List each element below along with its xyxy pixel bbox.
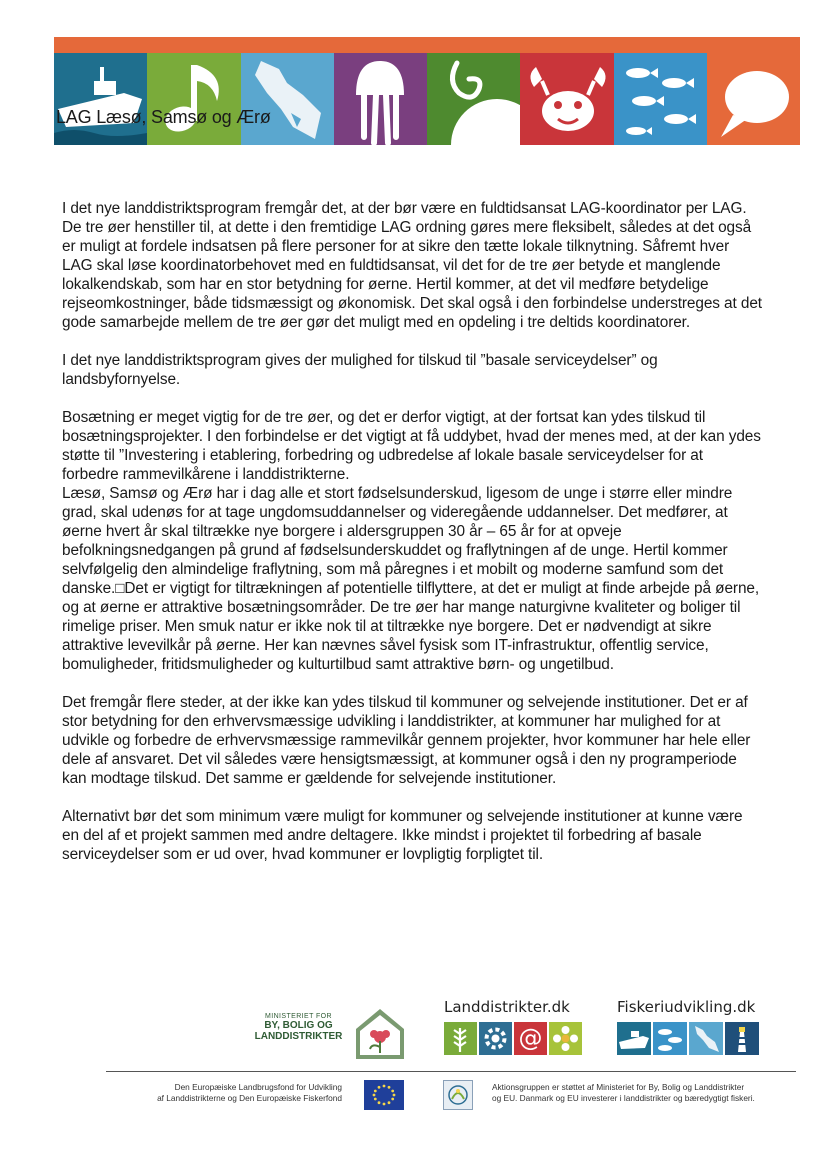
banner-stripe <box>54 37 800 53</box>
funding-right-text <box>492 1082 755 1104</box>
house-flower-icon <box>354 1007 406 1059</box>
landdistrikter-icons <box>444 1022 582 1055</box>
footer-divider <box>106 1071 796 1072</box>
funding-section <box>0 1080 826 1120</box>
leader-logo-icon <box>443 1080 473 1110</box>
ministry-line-3: LANDDISTRIKTER <box>254 1031 343 1042</box>
flower-icon <box>549 1022 582 1055</box>
paragraph-1: I det nye landdistriktsprogram fremgår det, at der bør være en fuldtidsansat LAG-koordinator per LAG. De tre øer henstiller til, at dette i den fremtidige LAG ordning gøres mere fleksibelt, således at det også er muligt at fordele indsatsen på flere personer for at sikre den tætte lokale tilknytning. Såfremt hver LAG skal løse koordinatorbehovet med en fuldtidsansat, vil det for de tre øer betyde et manglende lokalkendskab, som har en stor betydning for øerne. Hertil kommer, at det vil medføre betydelige rejseomkostninger, både tidsmæssigt og økonomisk. Det skal også i den forbindelse understreges at det gode samarbejde mellem de tre øer gør det muligt med en opdeling i tre deltids koordinatorer. <box>62 200 762 331</box>
wheat-icon <box>444 1022 477 1055</box>
jellyfish-icon <box>334 53 427 145</box>
island-map-icon <box>241 53 334 145</box>
at-sign-icon <box>514 1022 547 1055</box>
ministry-logo-text <box>246 1013 351 1042</box>
speech-bubble-icon <box>707 53 800 145</box>
music-note-icon <box>147 53 240 145</box>
fish-icon <box>614 53 707 145</box>
banner-tiles <box>54 53 800 145</box>
sun-spiral-icon <box>427 53 520 145</box>
funding-left-text <box>157 1082 342 1104</box>
paragraph-5: Alternativt bør det som minimum være muligt for kommuner og selvejende institutioner at kunne være en del af et projekt sammen med andre deltagere. Ikke mindst i projektet til forbedring af basale serviceydelser som er ud over, hvad kommuner er lovpligtig forpligtet til. <box>62 808 743 863</box>
banner-title: LAG Læsø, Samsø og Ærø <box>56 107 271 127</box>
island-map-icon <box>689 1022 723 1055</box>
header-banner <box>54 37 800 145</box>
cog-icon <box>479 1022 512 1055</box>
ministry-line-1: MINISTERIET FOR <box>265 1013 332 1020</box>
funding-right-line-1: Aktionsgruppen er støttet af Ministeriet for By, Bolig og Landdistrikter <box>492 1082 745 1092</box>
document-body <box>62 199 762 883</box>
paragraph-3: Bosætning er meget vigtig for de tre øer, og det er derfor vigtigt, at der fortsat kan ydes tilskud til bosætningsprojekter. I den forbindelse er det vigtigt at få uddybet, hvad der menes med, at der kan ydes støtte til ”Investering i etablering, forbedring og udbredelse af lokale basale serviceydelser for at forbedre rammevilkårene i landdistrikterne. Læsø, Samsø og Ærø har i dag alle et stort fødselsunderskud, ligesom de unge i større eller mindre grad, skal udenøs for at tage ungdomsuddannelser og videregående uddannelser. Det medfører, at øerne hvert år skal tiltrække nye borgere i aldersgruppen 30 år – 65 år for at opveje befolkningsnedgangen på grund af fødselsunderskuddet og fraflytningen af de unge. Hertil kommer selvfølgelig den almindelige fraflytning, som må påregnes i et mobilt og moderne samfund som det danske.□Det er vigtigt for tiltrækningen af potentielle tilflyttere, at det er muligt at finde arbejde på øerne, og at øerne er attraktive bosætningsområder. De tre øer har mange naturgivne kvaliteter og boliger til rimelige priser. Men smuk natur er ikke nok til at tiltrække nye borgere. Det er nødvendigt at sikre attraktive levevilkår på øerne. Her kan nævnes såvel fysisk som IT-infrastruktur, offentlig service, bomuligheder, fritidsmuligheder og kulturtilbud samt attraktive børn- og ungetilbud. <box>62 409 761 673</box>
funding-left-line-1: Den Europæiske Landbrugsfond for Udvikling <box>174 1082 342 1092</box>
paragraph-2: I det nye landdistriktsprogram gives der mulighed for tilskud til ”basale serviceydelser” og landsbyfornyelse. <box>62 352 658 388</box>
paragraph-4: Det fremgår flere steder, at der ikke kan ydes tilskud til kommuner og selvejende institutioner. Det er af stor betydning for den erhvervsmæssige udvikling i landdistrikter, at kommuner har mulighed for at udvikle og forbedre de erhvervsmæssige rammevilkår gennem projekter, hvor kommuner har hele eller dele af ansvaret. Det vil således være hensigtsmæssigt, at kommuner også i den ny programperiode kan modtage tilskud. Det samme er gældende for selvejende institutioner. <box>62 694 751 787</box>
crab-icon <box>520 53 613 145</box>
fiskeriudvikling-icons <box>617 1022 759 1055</box>
funding-left-line-2: af Landdistrikterne og Den Europæiske Fiskerfond <box>157 1093 342 1103</box>
ministry-line-2: BY, BOLIG OG <box>264 1020 333 1031</box>
lighthouse-icon <box>725 1022 759 1055</box>
boat-icon <box>617 1022 651 1055</box>
funding-right-line-2: og EU. Danmark og EU investerer i landdistrikter og bæredygtigt fiskeri. <box>492 1093 755 1103</box>
boat-icon <box>54 53 147 145</box>
ministry-logo <box>246 1007 408 1059</box>
landdistrikter-title: Landdistrikter.dk <box>444 998 570 1016</box>
svg-text:@: @ <box>518 1024 543 1052</box>
fiskeriudvikling-title: Fiskeriudvikling.dk <box>617 998 756 1016</box>
fish-icon <box>653 1022 687 1055</box>
footer-logos <box>0 995 826 1065</box>
eu-flag-icon <box>364 1080 404 1110</box>
